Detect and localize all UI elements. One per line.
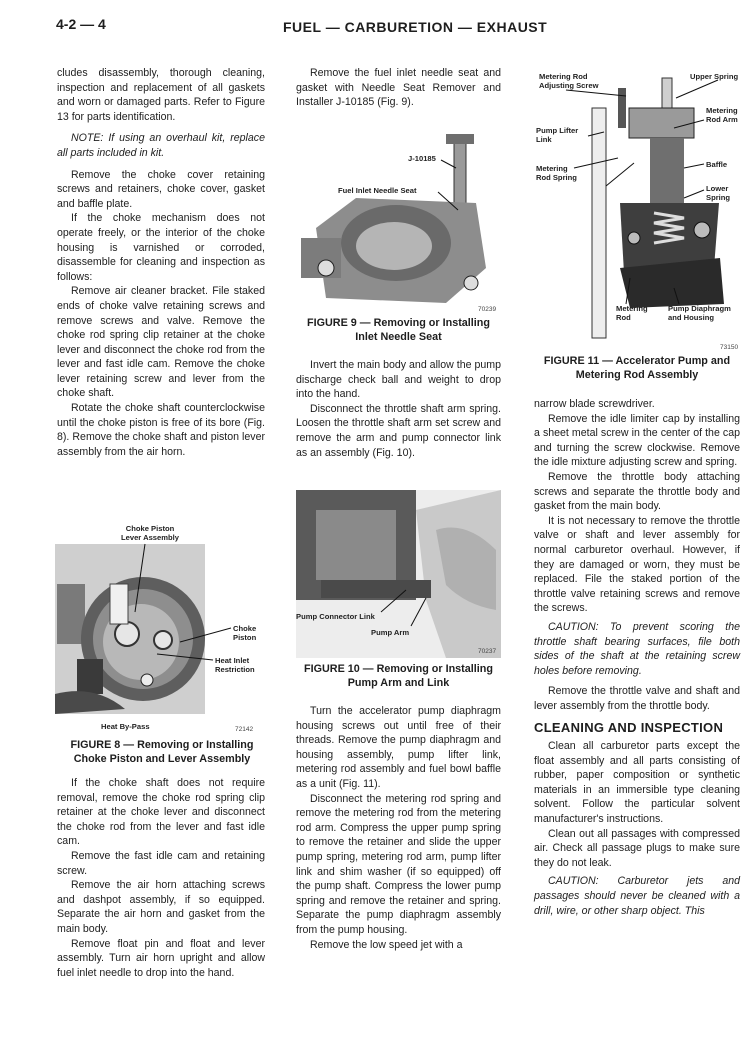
- fig8-caption: FIGURE 8 — Removing or Installing Choke Piston and Lever Assembly: [70, 739, 254, 765]
- fig10-label-link: Pump Connector Link: [296, 612, 375, 621]
- fig9-number: 70239: [478, 306, 497, 313]
- paragraph: Remove the choke cover retaining screws and retainers, choke cover, gasket and baffle plate.: [57, 168, 265, 210]
- paragraph: If the choke mechanism does not operate freely, or the interior of the choke housing is varnished or corroded, disassemble for cleaning and inspection as follows:: [57, 212, 265, 283]
- fig10-label-arm: Pump Arm: [371, 628, 410, 637]
- text-column-1-lower: [57, 776, 265, 980]
- fig10-number: 70237: [478, 648, 497, 655]
- paragraph: Disconnect the throttle shaft arm spring. Loosen the throttle shaft arm set screw and remove the arm and pump connector link as an assembly (Fig. 10).: [296, 402, 501, 459]
- paragraph: If the choke shaft does not require removal, remove the choke rod spring clip retainer at the choke lever and disconnect the choke rod from the lever and fast idle cam.: [57, 777, 265, 848]
- paragraph: Remove the throttle valve and shaft and lever assembly from the throttle body.: [534, 685, 740, 712]
- fig9-photo: [296, 118, 501, 310]
- section-heading: CLEANING AND INSPECTION: [534, 720, 724, 736]
- figure-8: [55, 522, 265, 772]
- fig9-label-tool: J-10185: [408, 154, 436, 163]
- fig11-number: 73150: [720, 344, 739, 351]
- paragraph: Remove the fuel inlet needle seat and gasket with Needle Seat Remover and Installer J-10185 (Fig. 9).: [296, 67, 501, 109]
- fig9-label-seat: Fuel Inlet Needle Seat: [338, 186, 417, 195]
- fig8-label-heat-inlet: Heat Inlet Restriction: [215, 656, 255, 674]
- caution-text: CAUTION: Carburetor jets and passages should never be cleaned with a drill, wire, or other sharp object. This: [534, 875, 740, 917]
- paragraph: Remove the idle limiter cap by installing a sheet metal screw in the center of the cap and turning the screw clockwise. Remove the idle mixture adjusting screw and spring.: [534, 412, 740, 469]
- page-number: 4-2 — 4: [56, 16, 106, 32]
- figure-9: [296, 118, 501, 313]
- paragraph: Remove the low speed jet with a: [310, 938, 463, 951]
- paragraph: Disconnect the metering rod spring and remove the metering rod from the metering rod arm. Compress the upper pump spring to remove the retainer and slide the upper pump spring, metering rod arm, pump lifter link and shim washer (if so equipped) off the pump shaft. Compress the lower pump spring and remove the retainer and spring. Separate the pump diaphragm assembly from the pump housing.: [296, 792, 501, 936]
- paragraph: Remove air cleaner bracket. File staked ends of choke valve retaining screws and remove screws and valve. Remove the choke rod spring clip retainer at the choke lever and disconnect the choke rod from the lever and fast idle cam. Remove the choke lever retaining screw and lever from the choke shaft.: [57, 285, 265, 400]
- fig11-caption: FIGURE 11 — Accelerator Pump and Metering Rod Assembly: [543, 355, 731, 381]
- figure-11: [534, 68, 744, 354]
- paragraph: Remove float pin and float and lever assembly. Turn air horn upright and allow fuel inlet needle to drop into the hand.: [57, 937, 265, 979]
- paragraph: Invert the main body and allow the pump discharge check ball and weight to drop into the hand.: [296, 359, 501, 401]
- fig9-caption: FIGURE 9 — Removing or Installing Inlet Needle Seat: [307, 317, 490, 343]
- fig11-label-diaphragm: Pump Diaphragm and Housing: [668, 304, 731, 322]
- paragraph: Remove the air horn attaching screws and dashpot assembly, if so equipped. Separate the air horn and gasket from the main body.: [57, 879, 265, 935]
- fig8-label-piston-lever: Choke Piston Lever Assembly: [121, 524, 179, 542]
- paragraph: Turn the accelerator pump diaphragm housing screws out until free of their threads. Remove the pump diaphragm and housing assembly, pump lifter link, metering rod assembly and fuel bowl baffle as a unit (Fig. 11).: [296, 705, 501, 790]
- fig8-number: 72142: [235, 726, 254, 733]
- fig10-caption: FIGURE 10 — Removing or Installing Pump Arm and Link: [304, 663, 493, 689]
- page-header-title: FUEL — CARBURETION — EXHAUST: [283, 19, 548, 35]
- caution-text: CAUTION: To prevent scoring the throttle shaft bearing surfaces, file both sides of the shaft at the retaining screw holes before removing.: [534, 620, 740, 677]
- text-column-3: [534, 397, 740, 924]
- fig11-label-upper-spring: Upper Spring: [690, 72, 739, 81]
- paragraph: It is not necessary to remove the throttle valve or shaft and lever assembly for normal carburetor overhaul. However, if they are damaged or worn, they must be replaced. File the staked portion of the throttle valve retaining screws and remove the screws.: [534, 514, 740, 615]
- text-column-2-mid: [296, 358, 501, 460]
- paragraph: narrow blade screwdriver.: [534, 398, 655, 410]
- paragraph: cludes disassembly, thorough cleaning, inspection and replacement of all gaskets and worn or damaged parts. Refer to Figure 13 for parts identification.: [57, 67, 265, 123]
- fig11-label-lower-spring: Lower Spring: [706, 184, 731, 202]
- paragraph: Clean all carburetor parts except the float assembly and all parts consisting of rubber, paper composition or synthetic materials in an immersible type cleaning solvent. Follow the particular solvent manufacturer's instructions.: [534, 740, 740, 826]
- paragraph: Clean out all passages with compressed air. Check all passage plugs to make sure they do not leak.: [534, 827, 740, 869]
- fig11-label-rod-spring: Metering Rod Spring: [536, 164, 577, 182]
- text-column-1: [57, 66, 265, 459]
- paragraph: Remove the throttle body attaching screws and separate the throttle body and gasket from the main body.: [534, 470, 740, 513]
- fig11-label-pump-lifter: Pump Lifter Link: [536, 126, 579, 144]
- fig8-leader-lines: [55, 522, 265, 722]
- fig11-label-metering-rod: Metering Rod: [616, 304, 648, 322]
- figure-10: [296, 490, 501, 658]
- paragraph: Rotate the choke shaft counterclockwise until the choke piston is free of its bore (Fig. 8). Remove the choke shaft and piston lever assembly from the air horn.: [57, 402, 265, 458]
- text-column-2: [296, 66, 501, 110]
- fig8-label-heat-bypass: Heat By-Pass: [101, 722, 150, 731]
- fig11-label-rod-arm: Metering Rod Arm: [706, 106, 738, 124]
- fig8-label-choke-piston: Choke Piston: [233, 624, 257, 642]
- text-column-2-lower: [296, 704, 501, 952]
- fig11-label-adjusting-screw: Metering Rod Adjusting Screw: [539, 72, 599, 90]
- note-text: NOTE: If using an overhaul kit, replace all parts included in kit.: [57, 132, 265, 159]
- paragraph: Remove the fast idle cam and retaining screw.: [57, 849, 265, 877]
- fig11-label-baffle: Baffle: [706, 160, 728, 169]
